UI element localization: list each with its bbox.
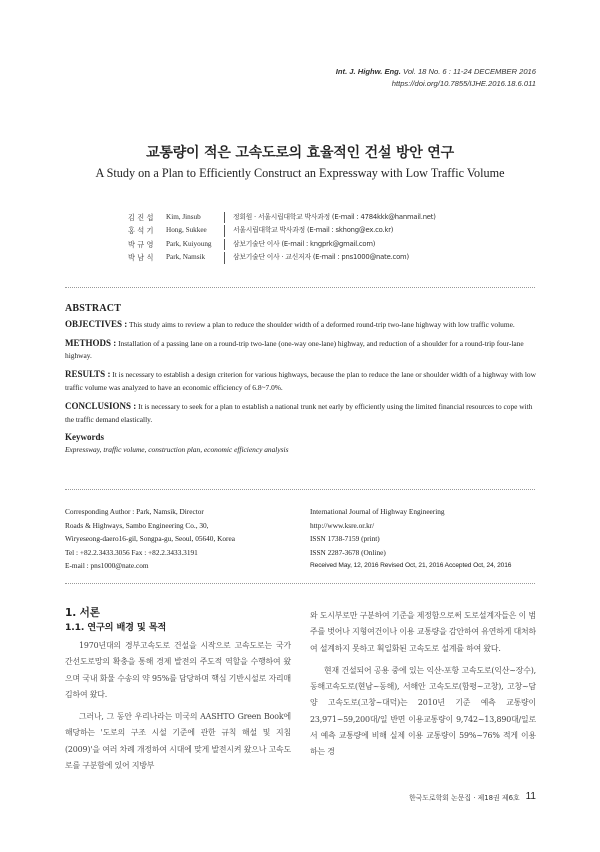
objectives-text: This study aims to review a plan to reduce the shoulder width of a deformed round-trip two-lane highway with low traffic volume. <box>127 319 515 329</box>
corr-email[interactable]: E-mail : pns1000@nate.com <box>65 561 149 570</box>
abstract-objectives <box>65 318 537 332</box>
author-name-en: Hong, Sukkee <box>166 226 207 235</box>
author-name-ko: 홍 석 기 <box>128 226 154 236</box>
journal-doi[interactable]: https://doi.org/10.7855/IJHE.2016.18.6.011 <box>391 79 536 88</box>
conclusions-label: CONCLUSIONS : <box>65 400 137 411</box>
author-affiliation: 삼보기술단 이사 (E-mail : kngprk@gmail.com) <box>233 239 376 248</box>
author-affiliation: 삼보기술단 이사 · 교신저자 (E-mail : pns1000@nate.com) <box>233 253 409 262</box>
abstract-section <box>65 303 537 457</box>
journal-abbrev: Int. J. Highw. Eng. <box>335 67 401 76</box>
body-column-left <box>65 606 291 774</box>
author-row <box>128 224 436 237</box>
body-paragraph: 그러나, 그 동안 우리나라는 미국의 AASHTO Green Book에 해당하는 '도로의 구조 시설 기준에 관한 규칙 해설 및 지침(2009)'을 여러 차례 개정하여 시대에 맞게 발전시켜 왔으나 고속도로를 구분함에 있어 지방부 <box>65 712 291 771</box>
author-affiliation: 서울시립대학교 박사과정 (E-mail : skhong@ex.co.kr) <box>233 226 394 235</box>
results-label: RESULTS : <box>65 369 111 380</box>
corr-line: Corresponding Author : Park, Namsik, Director <box>65 507 204 516</box>
abstract-conclusions <box>65 400 537 427</box>
methods-text: Installation of a passing lane on a round-trip two-lane (one-way one-lane) highway, and reduction of a shoulder for a round-trip four-lane highway. <box>65 338 524 361</box>
author-divider <box>224 225 225 236</box>
divider-middle <box>65 489 535 490</box>
abstract-methods <box>65 337 537 364</box>
page-footer <box>409 791 536 802</box>
corr-line: Tel : +82.2.3433.3056 Fax : +82.2.3433.3191 <box>65 547 198 557</box>
title-english: A Study on a Plan to Efficiently Construct an Expressway with Low Traffic Volume <box>95 166 505 180</box>
author-divider <box>224 212 225 223</box>
objectives-label: OBJECTIVES : <box>65 318 128 329</box>
divider-top <box>65 287 535 288</box>
abstract-results <box>65 368 537 395</box>
journal-header <box>336 66 536 90</box>
body-paragraph: 현재 건설되어 공용 중에 있는 익산-포항 고속도로(익산~장수), 동해고속도로(현남~동해), 서해안 고속도로(함평~고창), 고창~담양 고속도로(고창~대덕)는 2010년 기준 예측 교통량이23,971~59,200대/일 반면 이용교통량이 9,742~13,890대/일로서 예측 교통량에 비해 실제 이용 교통량이 59%~76% 적게 이용하는 경 <box>310 665 536 757</box>
author-row <box>128 238 436 251</box>
abstract-heading: ABSTRACT <box>65 303 122 314</box>
body-column-right <box>310 608 536 761</box>
section-heading: 1. 서론 <box>65 607 100 619</box>
journal-issue: Vol. 18 No. 6 : 11-24 DECEMBER 2016 <box>403 67 536 76</box>
journal-url[interactable]: http://www.ksre.or.kr/ <box>310 520 375 530</box>
conclusions-text: It is necessary to seek for a plan to establish a national trunk net early by efficiently using the limited financial resources to cope with the traffic demand elastically. <box>65 401 533 424</box>
author-name-en: Park, Kuiyoung <box>166 239 212 248</box>
author-name-ko: 김 진 섭 <box>128 213 154 222</box>
corr-line: Wiryeseong-daero16-gil, Songpa-gu, Seoul, 05640, Korea <box>65 534 235 543</box>
divider-bottom <box>65 583 535 584</box>
methods-label: METHODS : <box>65 337 117 348</box>
author-divider <box>224 252 225 263</box>
corr-line: Roads & Highways, Sambo Engineering Co., 30, <box>65 520 209 530</box>
author-name-ko: 박 규 영 <box>128 239 154 249</box>
page-number: 11 <box>525 791 536 802</box>
author-divider <box>224 239 225 250</box>
body-paragraph: 1970년대의 경부고속도로 건설을 시작으로 고속도로는 국가 간선도로망의 확충을 통해 경제 발전의 주도적 역할을 수행하여 왔으며 국내 화물 수송의 약 95%를 담당하며 핵심 기반시설로 자리매김하여 왔다. <box>65 641 291 699</box>
journal-info-block <box>310 505 511 573</box>
author-name-en: Kim, Jinsub <box>166 213 201 221</box>
footer-journal: 한국도로학회 논문집 · 제18권 제6호 <box>408 793 520 802</box>
author-list <box>128 211 436 265</box>
corresponding-author-block <box>65 505 235 573</box>
body-paragraph: 와 도시부로만 구분하여 기준을 제정함으로써 도로설계자들은 이 범주를 벗어나 지형여건이나 이용 교통량을 감안하여 유연하게 대처하여 설계하지 못하고 획일화된 고속도로 설계를 하여 왔다. <box>310 611 536 653</box>
keywords-text: Expressway, traffic volume, construction plan, economic efficiency analysis <box>65 445 289 455</box>
title-korean: 교통량이 적은 고속도로의 효율적인 건설 방안 연구 <box>146 145 454 161</box>
author-affiliation: 정회원 · 서울시립대학교 박사과정 (E-mail : 4784kkk@hanmail.net) <box>233 213 436 221</box>
journal-info-line: ISSN 2287-3678 (Online) <box>310 547 386 557</box>
author-row <box>128 211 436 224</box>
journal-info-line: ISSN 1738-7159 (print) <box>310 534 380 543</box>
author-name-ko: 박 남 식 <box>128 253 154 263</box>
keywords-heading: Keywords <box>65 432 104 443</box>
journal-info-line: International Journal of Highway Engineering <box>310 507 445 516</box>
results-text: It is necessary to establish a design criterion for various highways, because the plan to reduce the lane or shoulder width of a highway with low traffic volume was analyzed to have an economic efficiency of 6.8~7.0%. <box>65 370 536 392</box>
subsection-heading: 1.1. 연구의 배경 및 목적 <box>65 622 167 633</box>
received-dates: Received May, 12, 2016 Revised Oct, 21, 2016 Accepted Oct, 24, 2016 <box>310 562 512 569</box>
author-name-en: Park, Namsik <box>166 253 206 262</box>
author-row <box>128 251 436 264</box>
